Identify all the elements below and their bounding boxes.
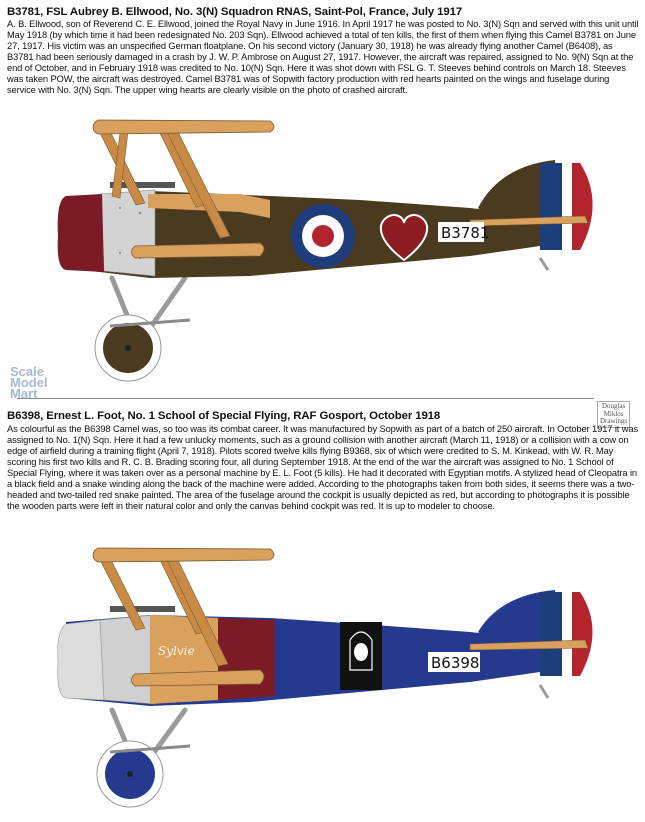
watermark-line-2: Model bbox=[10, 375, 48, 390]
lower-wing-1 bbox=[132, 243, 265, 258]
aircraft-1-profile bbox=[0, 108, 645, 401]
serial-number-1: B3781 bbox=[441, 224, 490, 242]
watermark bbox=[10, 366, 48, 399]
upper-wing-1 bbox=[93, 120, 274, 134]
section-divider bbox=[17, 398, 594, 399]
watermark-line-3: Mart bbox=[10, 386, 38, 401]
aircraft-2-title: B6398, Ernest L. Foot, No. 1 School of Special Flying, RAF Gosport, October 1918 bbox=[7, 410, 441, 422]
cleopatra-head bbox=[340, 622, 382, 690]
watermark-line-1: Scale bbox=[10, 364, 44, 379]
logo-line-2: Miklos bbox=[603, 409, 624, 418]
aircraft-1-description: A. B. Ellwood, son of Reverend C. E. Ellwood, joined the Royal Navy in June 1916. In April 1917 he was posted to No. 3(N) Sqn and served with this unit until May 1918 (by which time it had been redesignated No. 203 Sqn). Ellwood achieved a total of ten kills, the first of them when flying this Camel B3781 on June 27, 1917. His victim was an unspecified German floatplane. On his second victory (January 30, 1918) he was already flying another Camel (B6408), as B3781 had been seriously damaged in a crash by J. W. P. Ambrose on August 27, 1917. However, the aircraft was repaired, assigned to No. 9(N) Sqn at the end of October, and in February 1918 was credited to No. 10(N) Sqn. Here it was shot down with FSL G. T. Steeves behind controls on March 18. Steeves was taken POW, the aircraft was destroyed. Camel B3781 was of Sopwith factory production with red hearts painted on the wings and fuselage during service with No. 3(N) Sqn. The upper wing hearts are clearly visible on the photo of crashed aircraft. bbox=[7, 19, 639, 96]
nose-script: Sylvie bbox=[158, 644, 195, 658]
serial-number-2: B6398 bbox=[431, 654, 480, 672]
logo-line-3: Drawings bbox=[600, 417, 628, 425]
logo-line-1: Douglas bbox=[601, 402, 626, 410]
aircraft-2-description: As colourful as the B6398 Camel was, so too was its combat career. It was manufactured by Sopwith as part of a batch of 250 aircraft. In October 1917 it was assigned to No. 1(N) Sqn. Here it had a few unlucky moments, such as a ground collision with another aircraft (March 11, 1918) or a collision with a cow on edge of airfield during a training flight (April 7, 1918). Pilots scored twelve kills flying B9368, six of which were credited to S. M. Kinkead, with W. R. May scoring his first two kills and R. C. B. Brading scoring four, all during September 1918. At the end of the war the aircraft was assigned to No. 1 School of Special Flying, where it was taken over as a personal machine by E. L. Foot (5 kills). He had it decorated with Egyptian motifs. A stylized head of Cleopatra in a black field and a snake winding along the back of the machine were added. According to the photographs taken from both sides, it seems there was a two-headed and two-tailed red snake painted. The area of the fuselage around the cockpit is usually depicted as red, but according to photographs it is possible the wooden parts were left in their natural color and only the canvas behind cockpit was red. It is up to modeler to choose. bbox=[7, 424, 638, 512]
aircraft-1-title: B3781, FSL Aubrey B. Ellwood, No. 3(N) Squadron RNAS, Saint-Pol, France, July 1917 bbox=[7, 6, 463, 18]
aircraft-2-profile bbox=[0, 540, 645, 820]
fuselage-roundel-1 bbox=[291, 204, 355, 268]
upper-wing-2 bbox=[93, 548, 274, 562]
